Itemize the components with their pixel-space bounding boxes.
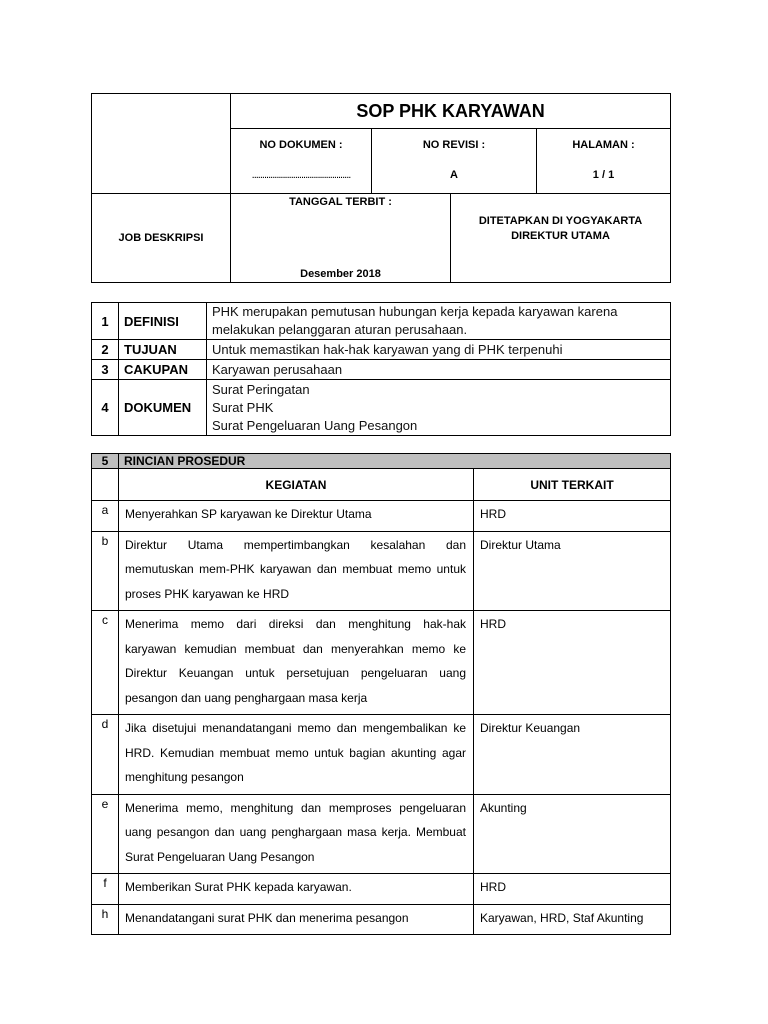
info-number: 1 [92, 303, 119, 340]
procedure-column-header [92, 469, 671, 501]
info-line: melakukan pelanggaran aturan perusahaan. [212, 322, 468, 337]
step-kegiatan: Menerima memo, menghitung dan memproses pengeluaran uang pesangon dan uang penghargaan masa kerja. Membuat Surat Pengeluaran Uang Pesangon [119, 794, 474, 874]
info-line: Surat PHK [212, 399, 274, 415]
tanggal-terbit-label: TANGGAL TERBIT : [289, 196, 392, 208]
halaman-label: HALAMAN : [572, 139, 635, 151]
step-letter: f [92, 874, 119, 905]
info-number: 2 [92, 340, 119, 360]
step-unit: Akunting [474, 794, 671, 874]
info-line: Karyawan perusahaan [212, 361, 343, 377]
info-text [207, 360, 671, 380]
step-unit: HRD [474, 874, 671, 905]
step-kegiatan: Jika disetujui menandatangani memo dan mengembalikan ke HRD. Kemudian membuat memo untuk bagian akunting agar menghitung pesangon [119, 715, 474, 795]
info-row-dokumen [92, 380, 671, 436]
logo-cell [92, 94, 231, 194]
procedure-number: 5 [92, 454, 119, 469]
procedure-row [92, 874, 671, 905]
step-letter: h [92, 904, 119, 935]
step-letter: b [92, 531, 119, 611]
info-key: DEFINISI [119, 303, 207, 340]
procedure-row [92, 904, 671, 935]
step-unit: Direktur Utama [474, 531, 671, 611]
blank-header-cell [92, 469, 119, 501]
step-kegiatan: Menyerahkan SP karyawan ke Direktur Utama [119, 501, 474, 532]
step-kegiatan: Direktur Utama mempertimbangkan kesalahan dan memutuskan mem-PHK karyawan dan membuat memo untuk proses PHK karyawan ke HRD [119, 531, 474, 611]
procedure-row [92, 501, 671, 532]
tanggal-terbit-cell [231, 194, 451, 283]
info-number: 3 [92, 360, 119, 380]
document-title: SOP PHK KARYAWAN [231, 94, 671, 129]
column-unit-terkait: UNIT TERKAIT [474, 469, 671, 501]
step-kegiatan: Memberikan Surat PHK kepada karyawan. [119, 874, 474, 905]
ditetapkan-cell [451, 194, 671, 283]
no-revisi-value: A [450, 169, 458, 181]
info-number: 4 [92, 380, 119, 436]
no-dokumen-label: NO DOKUMEN : [259, 139, 343, 151]
procedure-row [92, 611, 671, 715]
procedure-title: RINCIAN PROSEDUR [119, 454, 671, 469]
info-row-definisi [92, 303, 671, 340]
sop-header-table [91, 93, 671, 283]
info-text [207, 380, 671, 436]
sop-info-table [91, 302, 671, 436]
info-text [207, 303, 671, 340]
info-row-tujuan [92, 340, 671, 360]
step-kegiatan: Menerima memo dari direksi dan menghitung hak-hak karyawan kemudian membuat dan menyerahkan memo ke Direktur Keuangan untuk persetujuan pengeluaran uang pesangon dan uang penghargaan masa kerja [119, 611, 474, 715]
halaman-value: 1 / 1 [592, 169, 615, 181]
step-letter: d [92, 715, 119, 795]
step-unit: Direktur Keuangan [474, 715, 671, 795]
procedure-table [91, 453, 671, 935]
info-key: DOKUMEN [119, 380, 207, 436]
info-key: TUJUAN [119, 340, 207, 360]
no-dokumen-cell [231, 129, 372, 194]
tanggal-terbit-value: Desember 2018 [300, 268, 381, 280]
procedure-row [92, 715, 671, 795]
no-revisi-cell [372, 129, 537, 194]
procedure-section-header [92, 454, 671, 469]
step-unit: HRD [474, 501, 671, 532]
info-line: Untuk memastikan hak-hak karyawan yang di PHK terpenuhi [212, 341, 563, 357]
procedure-row [92, 794, 671, 874]
halaman-cell [537, 129, 671, 194]
job-deskripsi: JOB DESKRIPSI [92, 194, 231, 283]
info-key: CAKUPAN [119, 360, 207, 380]
step-letter: a [92, 501, 119, 532]
procedure-row [92, 531, 671, 611]
info-line: PHK merupakan pemutusan hubungan kerja kepada karyawan karena [212, 304, 618, 319]
step-kegiatan: Menandatangani surat PHK dan menerima pesangon [119, 904, 474, 935]
column-kegiatan: KEGIATAN [119, 469, 474, 501]
no-dokumen-value: ................................................ [251, 169, 351, 181]
info-line: Surat Pengeluaran Uang Pesangon [212, 417, 418, 433]
no-revisi-label: NO REVISI : [422, 139, 486, 151]
info-line: Surat Peringatan [212, 381, 310, 397]
step-letter: e [92, 794, 119, 874]
step-letter: c [92, 611, 119, 715]
info-row-cakupan [92, 360, 671, 380]
ditetapkan-line2: DIREKTUR UTAMA [511, 230, 610, 242]
step-unit: HRD [474, 611, 671, 715]
info-text [207, 340, 671, 360]
step-unit: Karyawan, HRD, Staf Akunting [474, 904, 671, 935]
ditetapkan-line1: DITETAPKAN DI YOGYAKARTA [478, 215, 643, 227]
